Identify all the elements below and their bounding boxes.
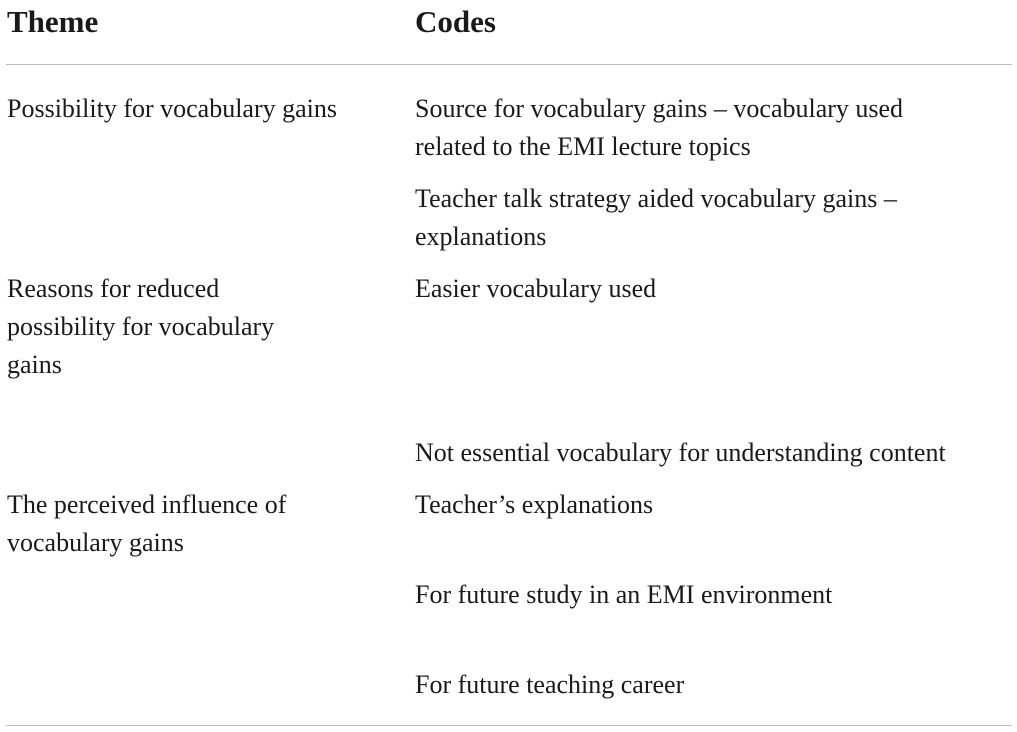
code-cell: Teacher talk strategy aided vocabulary gains – explanations	[415, 184, 897, 251]
code-cell: For future study in an EMI environment	[415, 580, 833, 609]
theme-column-header: Theme	[7, 4, 99, 39]
theme-cell: The perceived influence of vocabulary gains	[7, 490, 287, 557]
code-cell: Not essential vocabulary for understanding content	[415, 438, 946, 467]
theme-cell: Possibility for vocabulary gains	[7, 94, 338, 123]
code-cell: Source for vocabulary gains – vocabulary used related to the EMI lecture topics	[415, 94, 904, 161]
code-cell: Easier vocabulary used	[415, 274, 657, 303]
code-cell: For future teaching career	[415, 670, 685, 699]
theme-cell: Reasons for reduced possibility for vocabulary gains	[7, 274, 275, 379]
codes-column-header: Codes	[415, 4, 496, 39]
table-bottom-rule	[6, 725, 1012, 726]
code-cell: Teacher’s explanations	[415, 490, 654, 519]
header-divider	[6, 64, 1012, 65]
